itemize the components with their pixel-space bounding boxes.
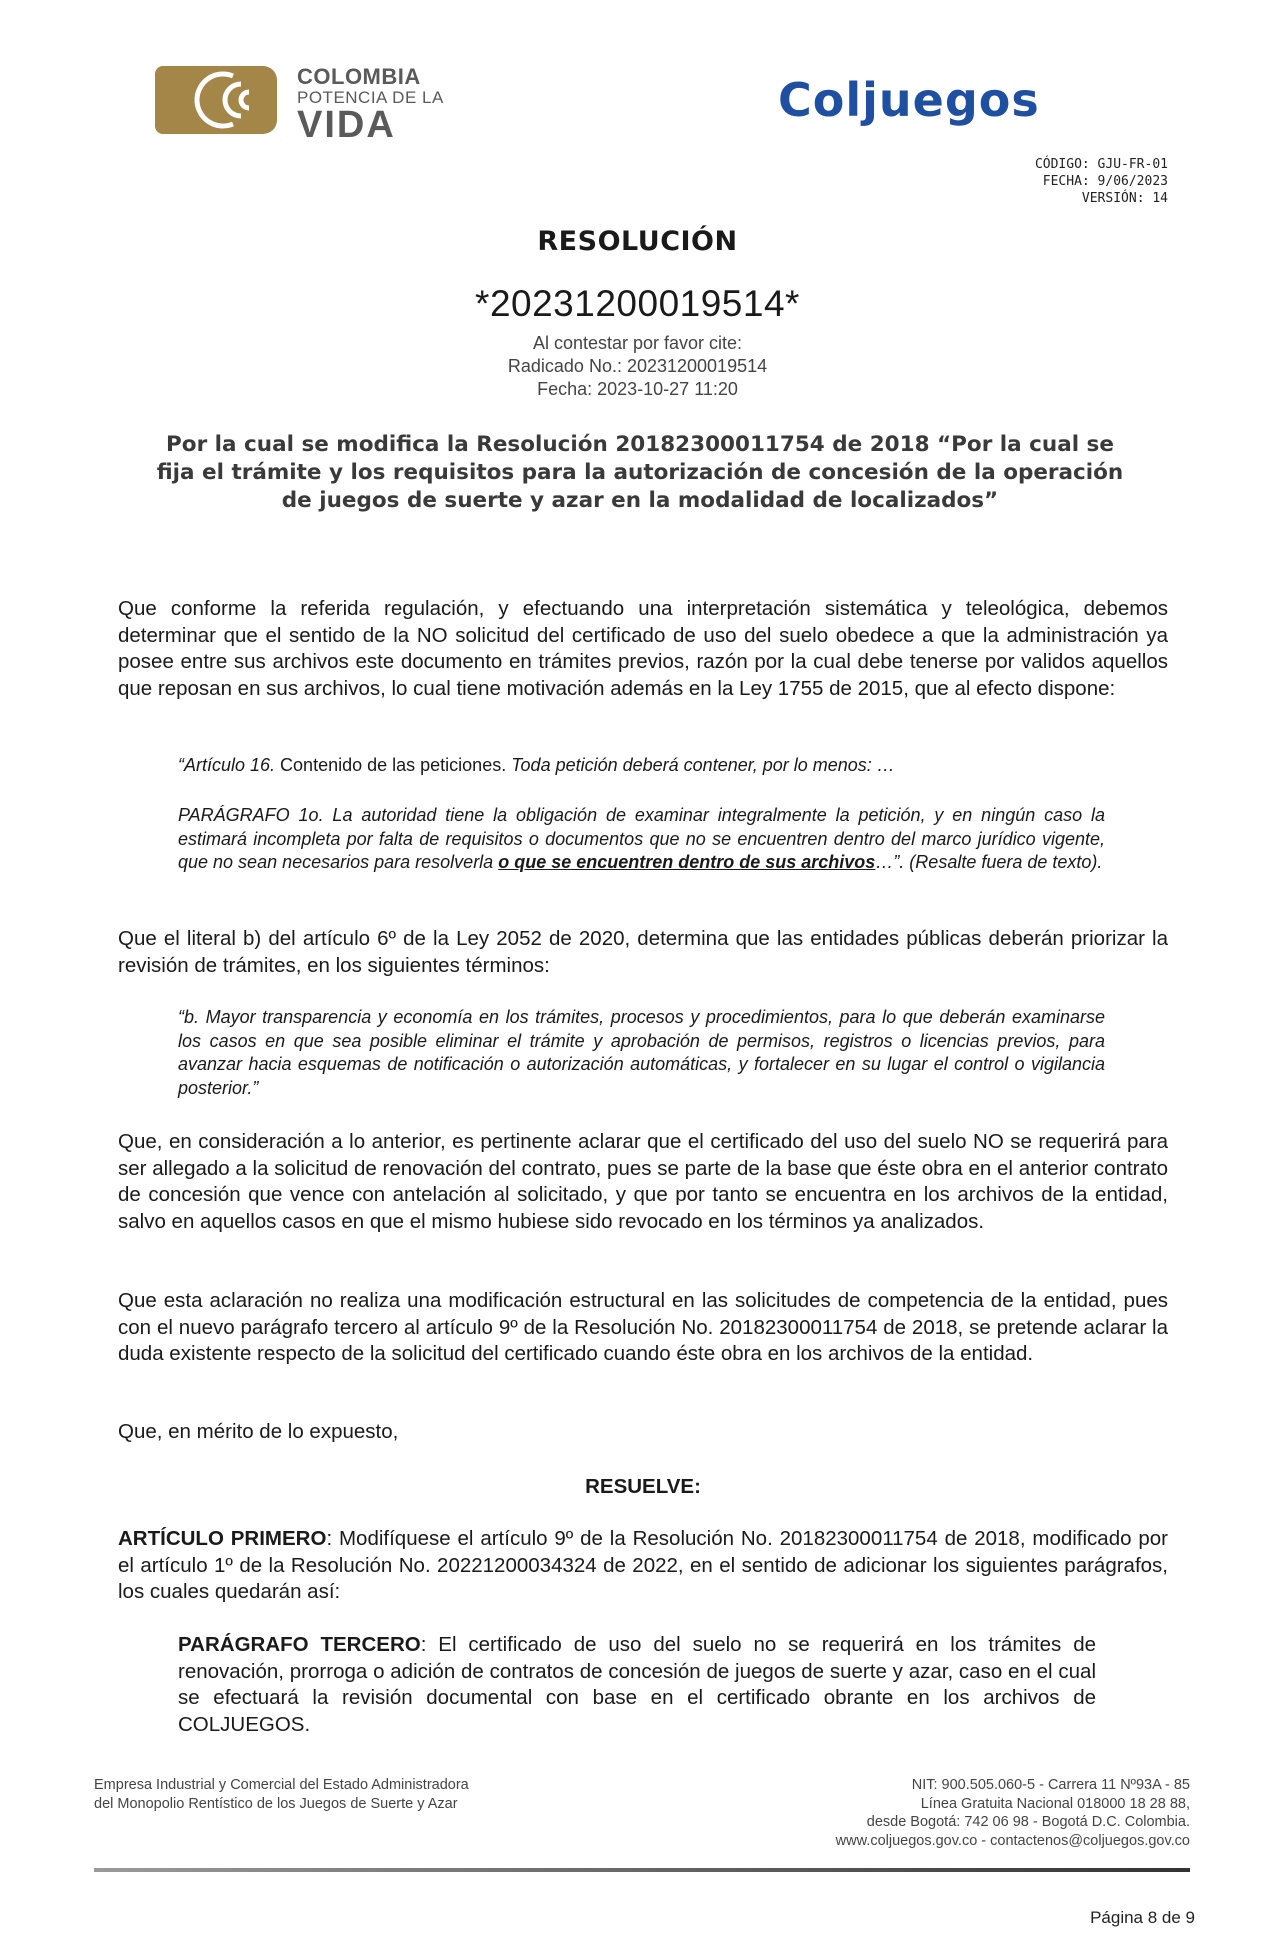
document-title: RESOLUCIÓN <box>537 226 738 257</box>
page-number: Página 8 de 9 <box>1090 1908 1195 1927</box>
resolution-subject <box>120 431 1160 515</box>
footer-right <box>836 1776 1190 1850</box>
footer-right-1: NIT: 900.505.060-5 - Carrera 11 Nº93A - 85 <box>911 1777 1190 1793</box>
articulo-primero-label: ARTÍCULO PRIMERO <box>118 1527 327 1550</box>
subject-line-2: fija el trámite y los requisitos para la autorización de concesión de la operación <box>156 460 1124 485</box>
quote-16-b: Contenido de las peticiones. <box>275 755 512 775</box>
cite-line-3: Fecha: 2023-10-27 11:20 <box>537 379 738 399</box>
meta-version: VERSIÓN: 14 <box>1081 191 1168 206</box>
quote-par1-a: PARÁGRAFO 1o. La autoridad tiene la obligación de examinar integralmente la petición, y en ningún caso la estimará incompleta por falta de requisitos o documentos que no se encuentren dentro del marco jurídico vigente, que no sean necesarios para resolverla <box>178 805 1105 872</box>
logo-line-2: POTENCIA DE LA <box>297 88 444 107</box>
coljuegos-wordmark: Coljuegos <box>778 73 1040 127</box>
quote-16-c: Toda petición deberá contener, por lo menos: … <box>511 755 895 775</box>
colombia-potencia-de-la-vida-logo <box>155 64 475 146</box>
radicado-barcode-text: *20231200019514* <box>475 283 800 324</box>
footer-left <box>94 1776 469 1813</box>
subject-line-3: de juegos de suerte y azar en la modalidad de localizados” <box>281 488 999 513</box>
paragrafo-tercero-text: : El certificado de uso del suelo no se requerirá en los trámites de renovación, prorroga o adición de contratos de concesión de juegos de suerte y azar, caso en el cual se efectuará la revisión documental con base en el certificado obrante en los archivos de COLJUEGOS. <box>178 1633 1096 1736</box>
paragraph-4: Que esta aclaración no realiza una modificación estructural en las solicitudes de competencia de la entidad, pues con el nuevo parágrafo tercero al artículo 9º de la Resolución No. 20182300011754 de 2018, se pretende aclarar la duda existente respecto de la solicitud del certificado cuando éste obra en los archivos de la entidad. <box>118 1289 1168 1365</box>
paragraph-1: Que conforme la referida regulación, y efectuando una interpretación sistemática y teleológica, debemos determinar que el sentido de la NO solicitud del certificado de uso del suelo obedece a que la administración ya posee entre sus archivos este documento en trámites previos, razón por la cual debe tenerse por validos aquellos que reposan en sus archivos, lo cual tiene motivación además en la Ley 1755 de 2015, que al efecto dispone: <box>118 597 1168 700</box>
footer-left-2: del Monopolio Rentístico de los Juegos de Suerte y Azar <box>94 1795 458 1812</box>
cite-line-2: Radicado No.: 20231200019514 <box>507 356 768 376</box>
quote-par1-c: …”. (Resalte fuera de texto). <box>875 852 1103 872</box>
quote-16-a: “Artículo 16. <box>178 755 276 775</box>
footer-left-1: Empresa Industrial y Comercial del Estado Administradora <box>94 1777 469 1793</box>
subject-line-1: Por la cual se modifica la Resolución 20182300011754 de 2018 “Por la cual se <box>166 432 1114 457</box>
footer-right-4: www.coljuegos.gov.co - contactenos@coljuegos.gov.co <box>835 1832 1190 1849</box>
paragrafo-tercero <box>178 1632 1096 1738</box>
cite-block <box>0 332 1275 401</box>
articulo-primero-text: : Modifíquese el artículo 9º de la Resolución No. 20182300011754 de 2018, modificado por el artículo 1º de la Resolución No. 20221200034324 de 2022, en el sentido de adicionar los siguientes parágrafos, los cuales quedarán así: <box>118 1527 1168 1603</box>
document-meta <box>1035 156 1168 207</box>
quote-par1-highlight: o que se encuentren dentro de sus archivos <box>498 852 876 872</box>
quote-paragrafo-1 <box>178 804 1105 875</box>
paragraph-2: Que el literal b) del artículo 6º de la Ley 2052 de 2020, determina que las entidades públicas deberán priorizar la revisión de trámites, en los siguientes términos: <box>118 927 1168 977</box>
quote-article-16 <box>178 754 1105 778</box>
meta-codigo: CÓDIGO: GJU-FR-01 <box>1034 157 1168 172</box>
footer-right-3: desde Bogotá: 742 06 98 - Bogotá D.C. Colombia. <box>866 1814 1190 1830</box>
paragrafo-tercero-label: PARÁGRAFO TERCERO <box>178 1633 421 1656</box>
quote-literal-b: “b. Mayor transparencia y economía en los trámites, procesos y procedimientos, para lo que deberán examinarse los casos en que sea posible eliminar el trámite y aprobación de permisos, registros o licencias previos, para avanzar hacia esquemas de notificación o autorización automáticas, y fortalecer en su lugar el control o vigilancia posterior.” <box>178 1007 1105 1098</box>
meta-fecha: FECHA: 9/06/2023 <box>1042 174 1168 189</box>
articulo-primero <box>118 1526 1168 1606</box>
footer-right-2: Línea Gratuita Nacional 018000 18 28 88, <box>920 1795 1190 1812</box>
colombia-emblem-icon <box>155 66 277 134</box>
paragraph-5: Que, en mérito de lo expuesto, <box>118 1420 399 1443</box>
resuelve-heading: RESUELVE: <box>585 1475 701 1498</box>
footer-divider <box>94 1868 1190 1872</box>
logo-line-1: COLOMBIA <box>297 64 421 89</box>
cite-line-1: Al contestar por favor cite: <box>532 333 743 353</box>
coljuegos-logo <box>778 74 1158 126</box>
paragraph-3: Que, en consideración a lo anterior, es pertinente aclarar que el certificado del uso del suelo NO se requerirá para ser allegado a la solicitud de renovación del contrato, pues se parte de la base que éste obra en el anterior contrato de concesión que vence con antelación al solicitado, y que por tanto se encuentra en los archivos de la entidad, salvo en aquellos casos en que el mismo hubiese sido revocado en los términos ya analizados. <box>118 1130 1168 1233</box>
logo-line-3: VIDA <box>297 104 396 146</box>
